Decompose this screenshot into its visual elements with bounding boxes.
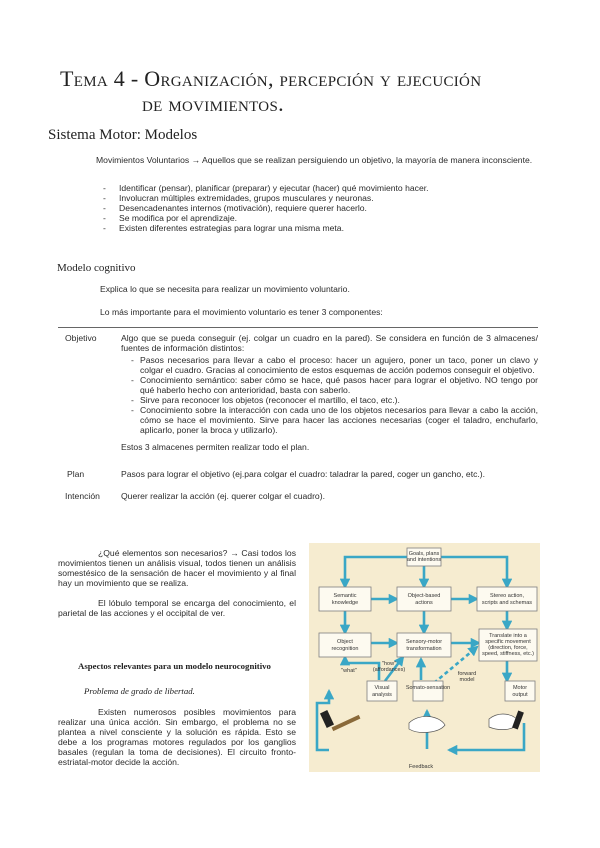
list-item: - Involucran múltiples extremidades, grupos musculares y neuronas.	[103, 193, 533, 203]
stereo-box	[477, 587, 537, 611]
neurocognitive-heading: Aspectos relevantes para un modelo neurocognitivo	[78, 661, 271, 671]
list-item: - Existen diferentes estrategias para lograr una misma meta.	[103, 223, 533, 233]
row-label: Objetivo	[65, 333, 97, 343]
node-motor-output-text: Motor output	[512, 685, 528, 698]
cognitive-heading: Modelo cognitivo	[57, 262, 136, 274]
table-row-objetivo	[58, 328, 538, 452]
node-object-recognition-text: Object recognition	[331, 639, 359, 652]
row-after-text: Estos 3 almacenes permiten realizar todo el plan.	[121, 442, 310, 452]
list-item: - Desencadenantes internos (motivación), requiere querer hacerlo.	[103, 203, 533, 213]
degrees-of-freedom-heading: Problema de grado de libertad.	[84, 686, 195, 696]
intro-paragraph: Movimientos Voluntarios → Aquellos que se realizan persiguiendo un objetivo, la mayoría de manera inconsciente.	[96, 155, 533, 165]
stores-list	[121, 355, 538, 435]
list-item: - Conocimiento semántico: saber cómo se hace, qué pasos hacer para lograr el objetivo. NO tengo por qué haberlo hecho con anterioridad, basta con saberlo.	[131, 375, 538, 395]
row-text: Pasos para lograr el objetivo (ej.para colgar el cuadro: taladrar la pared, coger un gancho, etc.).	[121, 469, 486, 479]
table-row-plan	[58, 469, 538, 479]
list-item: - Sirve para reconocer los objetos (reconocer el martillo, el taco, etc.).	[131, 395, 538, 405]
node-sensory-motor-text: Sensory-motor transformation	[405, 639, 443, 652]
cognitive-paragraph-2: Lo más importante para el movimiento voluntario es tener 3 componentes:	[100, 307, 383, 317]
node-object-actions-text: Object-based actions	[407, 593, 441, 606]
label-affordances: (affordances)	[372, 667, 406, 673]
components-table	[58, 327, 538, 501]
node-goals-text: Goals, plans and intentions	[406, 551, 442, 563]
label-how: "how"	[382, 661, 396, 667]
title-line-2: de movimientos.	[142, 91, 284, 116]
table-row-intencion	[58, 491, 538, 501]
motor-bullet-list	[103, 183, 533, 233]
list-item: - Conocimiento sobre la interacción con cada uno de los objetos necesarios para llevar a cabo la acción, cómo se hace el movimiento. Sirve para hacer las acciones necesarias (coger el taladro, enchufarlo, aplicarlo, poner la broca y utilizarlo).	[131, 405, 538, 435]
label-feedback: Feedback	[408, 764, 434, 770]
paragraph-lobes: El lóbulo temporal se encarga del conocimiento, el parietal de las acciones y el occipital de ver.	[58, 598, 296, 618]
left-column-text	[58, 548, 296, 618]
node-somato-text: Somato-sensation	[405, 685, 451, 691]
row-label: Plan	[67, 469, 85, 479]
title-line-1: Tema 4 - Organización, percepción y ejecución	[60, 66, 482, 91]
visual-box	[367, 681, 397, 701]
row-label: Intención	[65, 491, 100, 501]
motor-output-box	[505, 681, 535, 701]
row-text: Algo que se pueda conseguir (ej. colgar un cuadro en la pared). Se considera en función de 3 almacenes/ fuentes de información distintos:	[121, 333, 538, 353]
section-heading-motor: Sistema Motor: Modelos	[48, 127, 198, 143]
list-item: - Identificar (pensar), planificar (preparar) y ejecutar (hacer) qué movimiento hacer.	[103, 183, 533, 193]
somato-box	[413, 681, 443, 701]
label-forward: forward model	[457, 671, 477, 683]
cognitive-paragraph-1: Explica lo que se necesita para realizar un movimiento voluntario.	[100, 284, 350, 294]
row-text: Querer realizar la acción (ej. querer colgar el cuadro).	[121, 491, 325, 501]
neurocognitive-model-diagram	[309, 543, 540, 772]
object-actions-box	[397, 587, 451, 611]
sensory-motor-box	[397, 633, 451, 657]
node-stereo-text: Stereo action, scripts and schemas	[481, 593, 533, 606]
list-item: - Se modifica por el aprendizaje.	[103, 213, 533, 223]
node-visual-text: Visual analysis	[372, 685, 392, 698]
page-title	[60, 66, 560, 116]
node-translate-text: Translate into a specific movement (direction, force, speed, stiffness, etc.)	[482, 633, 534, 657]
list-item: - Pasos necesarios para llevar a cabo el proceso: hacer un agujero, poner un taco, poner un clavo y colgar el cuadro. Gracias al conocimiento de estos esquemas de acción podemos conseguir el objetivo.	[131, 355, 538, 375]
row-content	[121, 333, 538, 452]
paragraph-elements: ¿Qué elementos son necesarios? → Casi todos los movimientos tienen un análisis visual, todos tienen un análisis somestésico de la sensación de hacer el movimiento y al final hay un movimiento que se realiza.	[58, 548, 296, 588]
label-what: "what"	[341, 668, 357, 674]
node-semantic-text: Semantic knowledge	[331, 593, 359, 606]
object-recognition-box	[319, 633, 371, 657]
degrees-of-freedom-paragraph: Existen numerosos posibles movimientos para realizar una única acción. Sin embargo, el problema no se plantea a nivel consciente y la solución es rápida. Esto se debe a los programas motores regulados por los ganglios basales (regulan la toma de decisiones). El circuito fronto-estriatal-motor decide la acción.	[58, 707, 296, 767]
semantic-box	[319, 587, 371, 611]
